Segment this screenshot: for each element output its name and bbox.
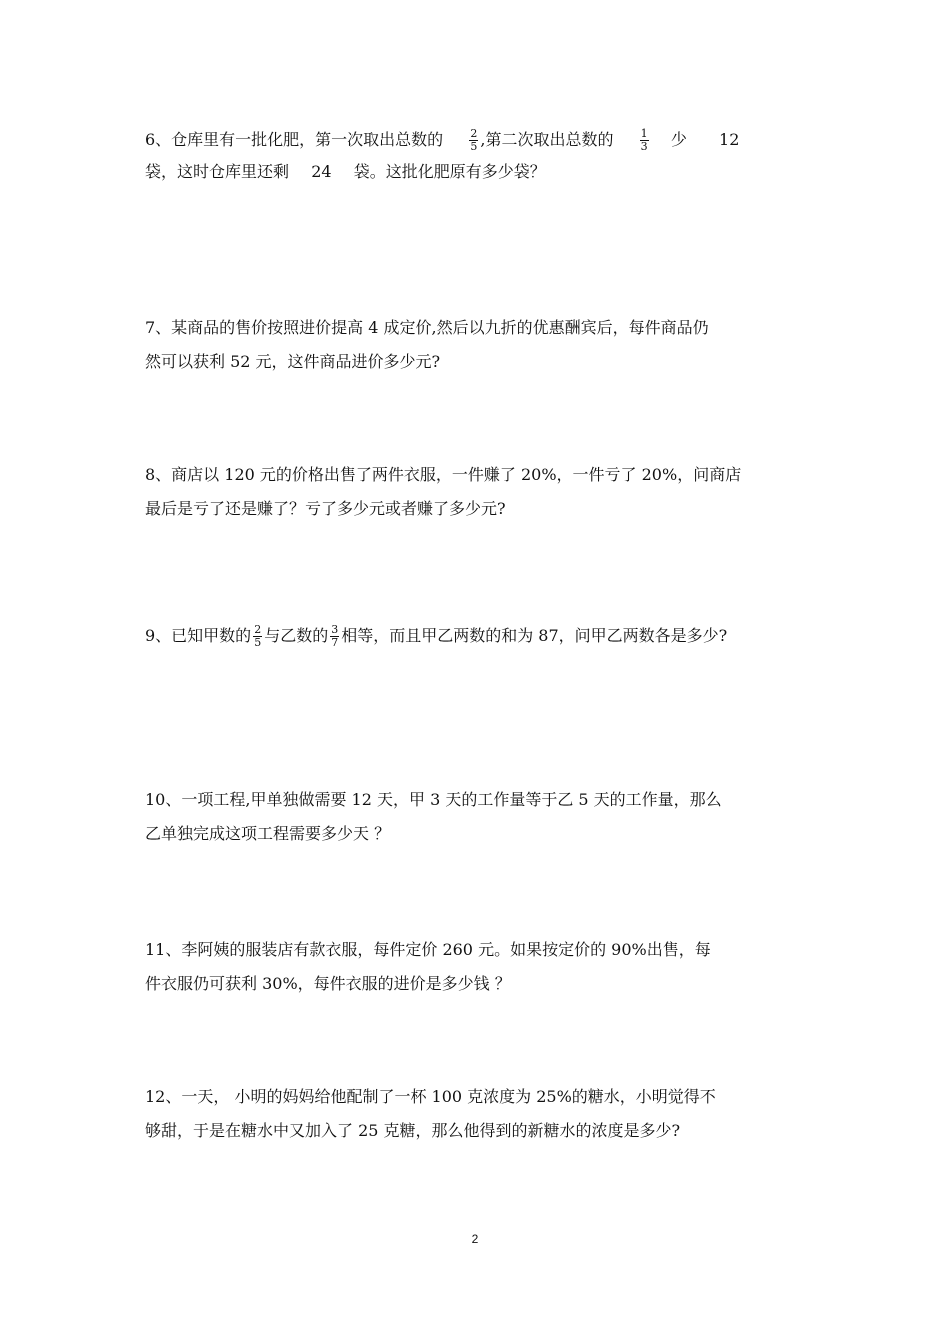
question-6-text: 袋。这批化肥原有多少袋？: [353, 162, 546, 181]
question-9-line-1: [145, 624, 727, 649]
question-12-line-1: 12、一天， 小明的妈妈给他配制了一杯 100 克浓度为 25%的糖水，小明觉得不: [145, 1087, 716, 1106]
question-6-text: ,第二次取出总数的: [480, 130, 614, 149]
question-6-number: 12: [719, 130, 740, 149]
fraction-denominator: 7: [331, 636, 339, 649]
question-10-line-1: 10、一项工程,甲单独做需要 12 天，甲 3 天的工作量等于乙 5 天的工作量，那么: [145, 790, 722, 809]
question-11-line-2: 件衣服仍可获利 30%，每件衣服的进价是多少钱 ？: [145, 974, 511, 993]
question-6-text: 少: [670, 130, 687, 149]
question-9-text: 与乙数的: [264, 626, 329, 645]
fraction-denominator: 3: [640, 140, 648, 153]
question-12-line-2: 够甜，于是在糖水中又加入了 25 克糖，那么他得到的新糖水的浓度是多少?: [145, 1121, 681, 1140]
question-9-text: 相等，而且甲乙两数的和为 87，问甲乙两数各是多少?: [341, 626, 728, 645]
fraction-three-sevenths: [330, 624, 339, 649]
fraction-numerator: 1: [640, 127, 648, 140]
fraction-denominator: 5: [254, 636, 262, 649]
fraction-two-fifths: [469, 128, 478, 153]
fraction-denominator: 5: [470, 140, 478, 153]
question-6-text: 6、仓库里有一批化肥，第一次取出总数的: [145, 130, 444, 149]
question-10-line-2: 乙单独完成这项工程需要多少天 ？: [145, 824, 391, 843]
fraction-one-third: [640, 128, 649, 153]
fraction-numerator: 2: [470, 127, 478, 140]
page-number: 2: [471, 1232, 479, 1246]
question-7-line-1: 7、某商品的售价按照进价提高 4 成定价,然后以九折的优惠酬宾后，每件商品仍: [145, 318, 709, 337]
question-8-line-1: 8、商店以 120 元的价格出售了两件衣服，一件赚了 20%，一件亏了 20%，问商店: [145, 465, 742, 484]
fraction-numerator: 2: [254, 623, 262, 636]
fraction-two-fifths: [253, 624, 262, 649]
question-7-line-2: 然可以获利 52 元，这件商品进价多少元?: [145, 352, 441, 371]
question-6-text: 袋，这时仓库里还剩: [145, 162, 290, 181]
question-6-number: 24: [311, 162, 332, 181]
fraction-numerator: 3: [331, 623, 339, 636]
question-11-line-1: 11、李阿姨的服装店有款衣服，每件定价 260 元。如果按定价的 90%出售，每: [145, 940, 711, 959]
question-6-line-2: [145, 162, 546, 182]
question-9-text: 9、已知甲数的: [145, 626, 252, 645]
question-8-line-2: 最后是亏了还是赚了？亏了多少元或者赚了多少元?: [145, 499, 506, 518]
question-6-line-1: [145, 128, 739, 153]
